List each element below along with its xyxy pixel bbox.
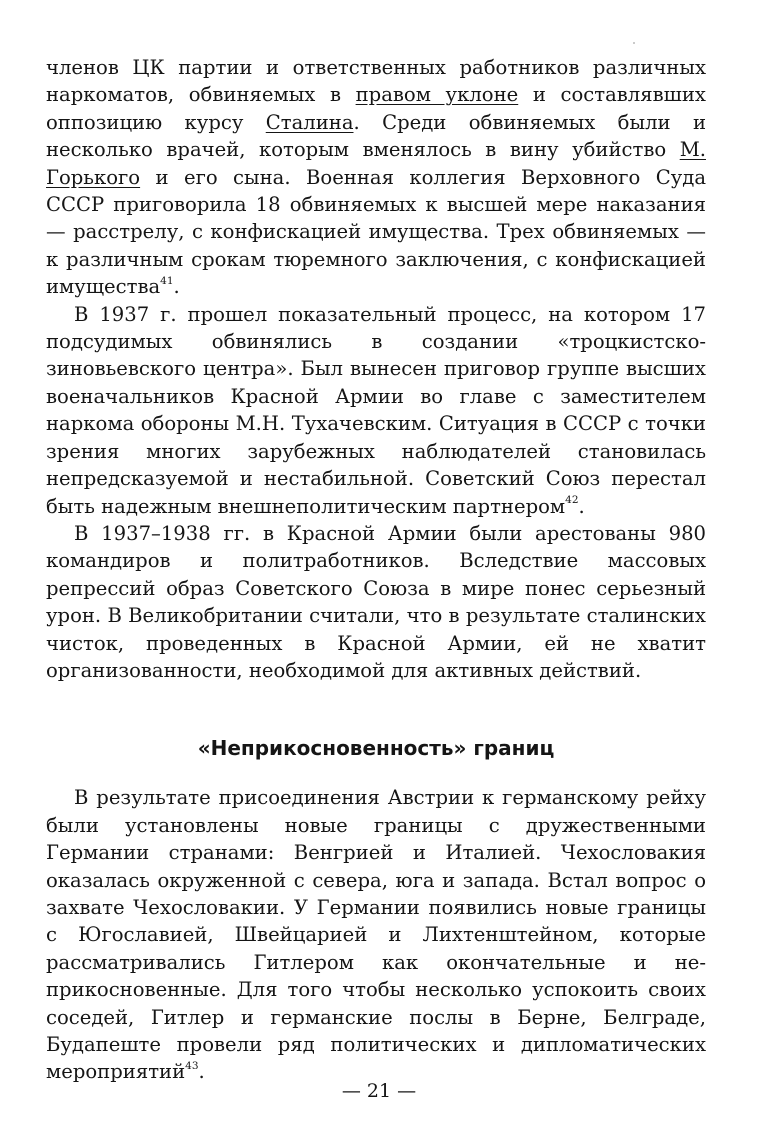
paragraph-3	[46, 520, 706, 684]
paragraph-2	[46, 301, 706, 520]
p1-text-1: членов ЦК партии и ответственных работников различных наркоматов, обвиняемых в	[46, 56, 706, 107]
page-body	[46, 54, 706, 1086]
footnote-ref-41: 41	[160, 274, 174, 287]
p4-text-1: В результате присоединения Австрии к германскому рейху были установлены новые границы с дружественными Германии странами: Венгрией и Италией. Чехословакия оказалась окруженной с севера, юга и запада. Встал вопрос о захвате Чехословакии. У Германии появились новые границы с Югославией, Швейцарией и Лихтенштейном, которые рассматривались Гитлером как окончательные и неприкосновенные. Для того чтобы несколько успокоить своих соседей, Гитлер и германские послы в Берне, Белграде, Будапеште провели ряд политических и дипломатических мероприятий	[46, 786, 706, 1084]
p1-text-3: . Среди обвиняемых были и несколько врачей, которым вменялось в вину убийство	[46, 110, 706, 162]
p1-text-5: .	[173, 275, 180, 299]
link-right-deviation[interactable]: правом уклоне	[355, 83, 519, 107]
paragraph-4	[46, 784, 706, 1085]
section-heading: «Неприкосновенность» границ	[197, 736, 555, 761]
p4-text-2: .	[198, 1060, 205, 1084]
link-gorky[interactable]: М. Горького	[46, 138, 706, 189]
p1-text-4: и его сына. Военная коллегия Верховного Суда СССР приговорила 18 обвиняемых к высшей мере наказания — расстрелу, с конфискацией имущества. Трех обвиняемых — к различным срокам тюремного заключения, с конфискацией имущества	[46, 165, 706, 299]
p3-text-1: В 1937–1938 гг. в Красной Армии были арестованы 980 командиров и политработников. Вследствие массовых репрессий образ Советского Союза в мире понес серьезный урон. В Великобритании считали, что в результате сталинских чисток, проведенных в Красной Армии, ей не хватит организованности, необходимой для активных действий.	[46, 521, 706, 682]
p2-text-1: В 1937 г. прошел показательный процесс, на котором 17 подсудимых обвинялись в создании «троцкистско-зиновьевского центра». Был вынесен приговор группе высших военачальников Красной Армии во главе с заместителем наркома обороны М.Н. Тухачевским. Ситуация в СССР с точки зрения многих зарубежных наблюдателей становилась непредсказуемой и нестабильной. Советский Союз перестал быть надежным внешнеполитическим партнером	[46, 302, 706, 518]
p1-text-2: и составлявших оппозицию курсу	[46, 83, 706, 134]
footnote-ref-43: 43	[185, 1059, 199, 1072]
footnote-ref-42: 42	[565, 493, 579, 506]
link-stalin[interactable]: Сталина	[265, 110, 354, 134]
scan-speck	[633, 42, 635, 44]
page-number: — 21 —	[341, 1080, 417, 1102]
paragraph-1	[46, 54, 706, 301]
p2-text-2: .	[578, 494, 585, 518]
